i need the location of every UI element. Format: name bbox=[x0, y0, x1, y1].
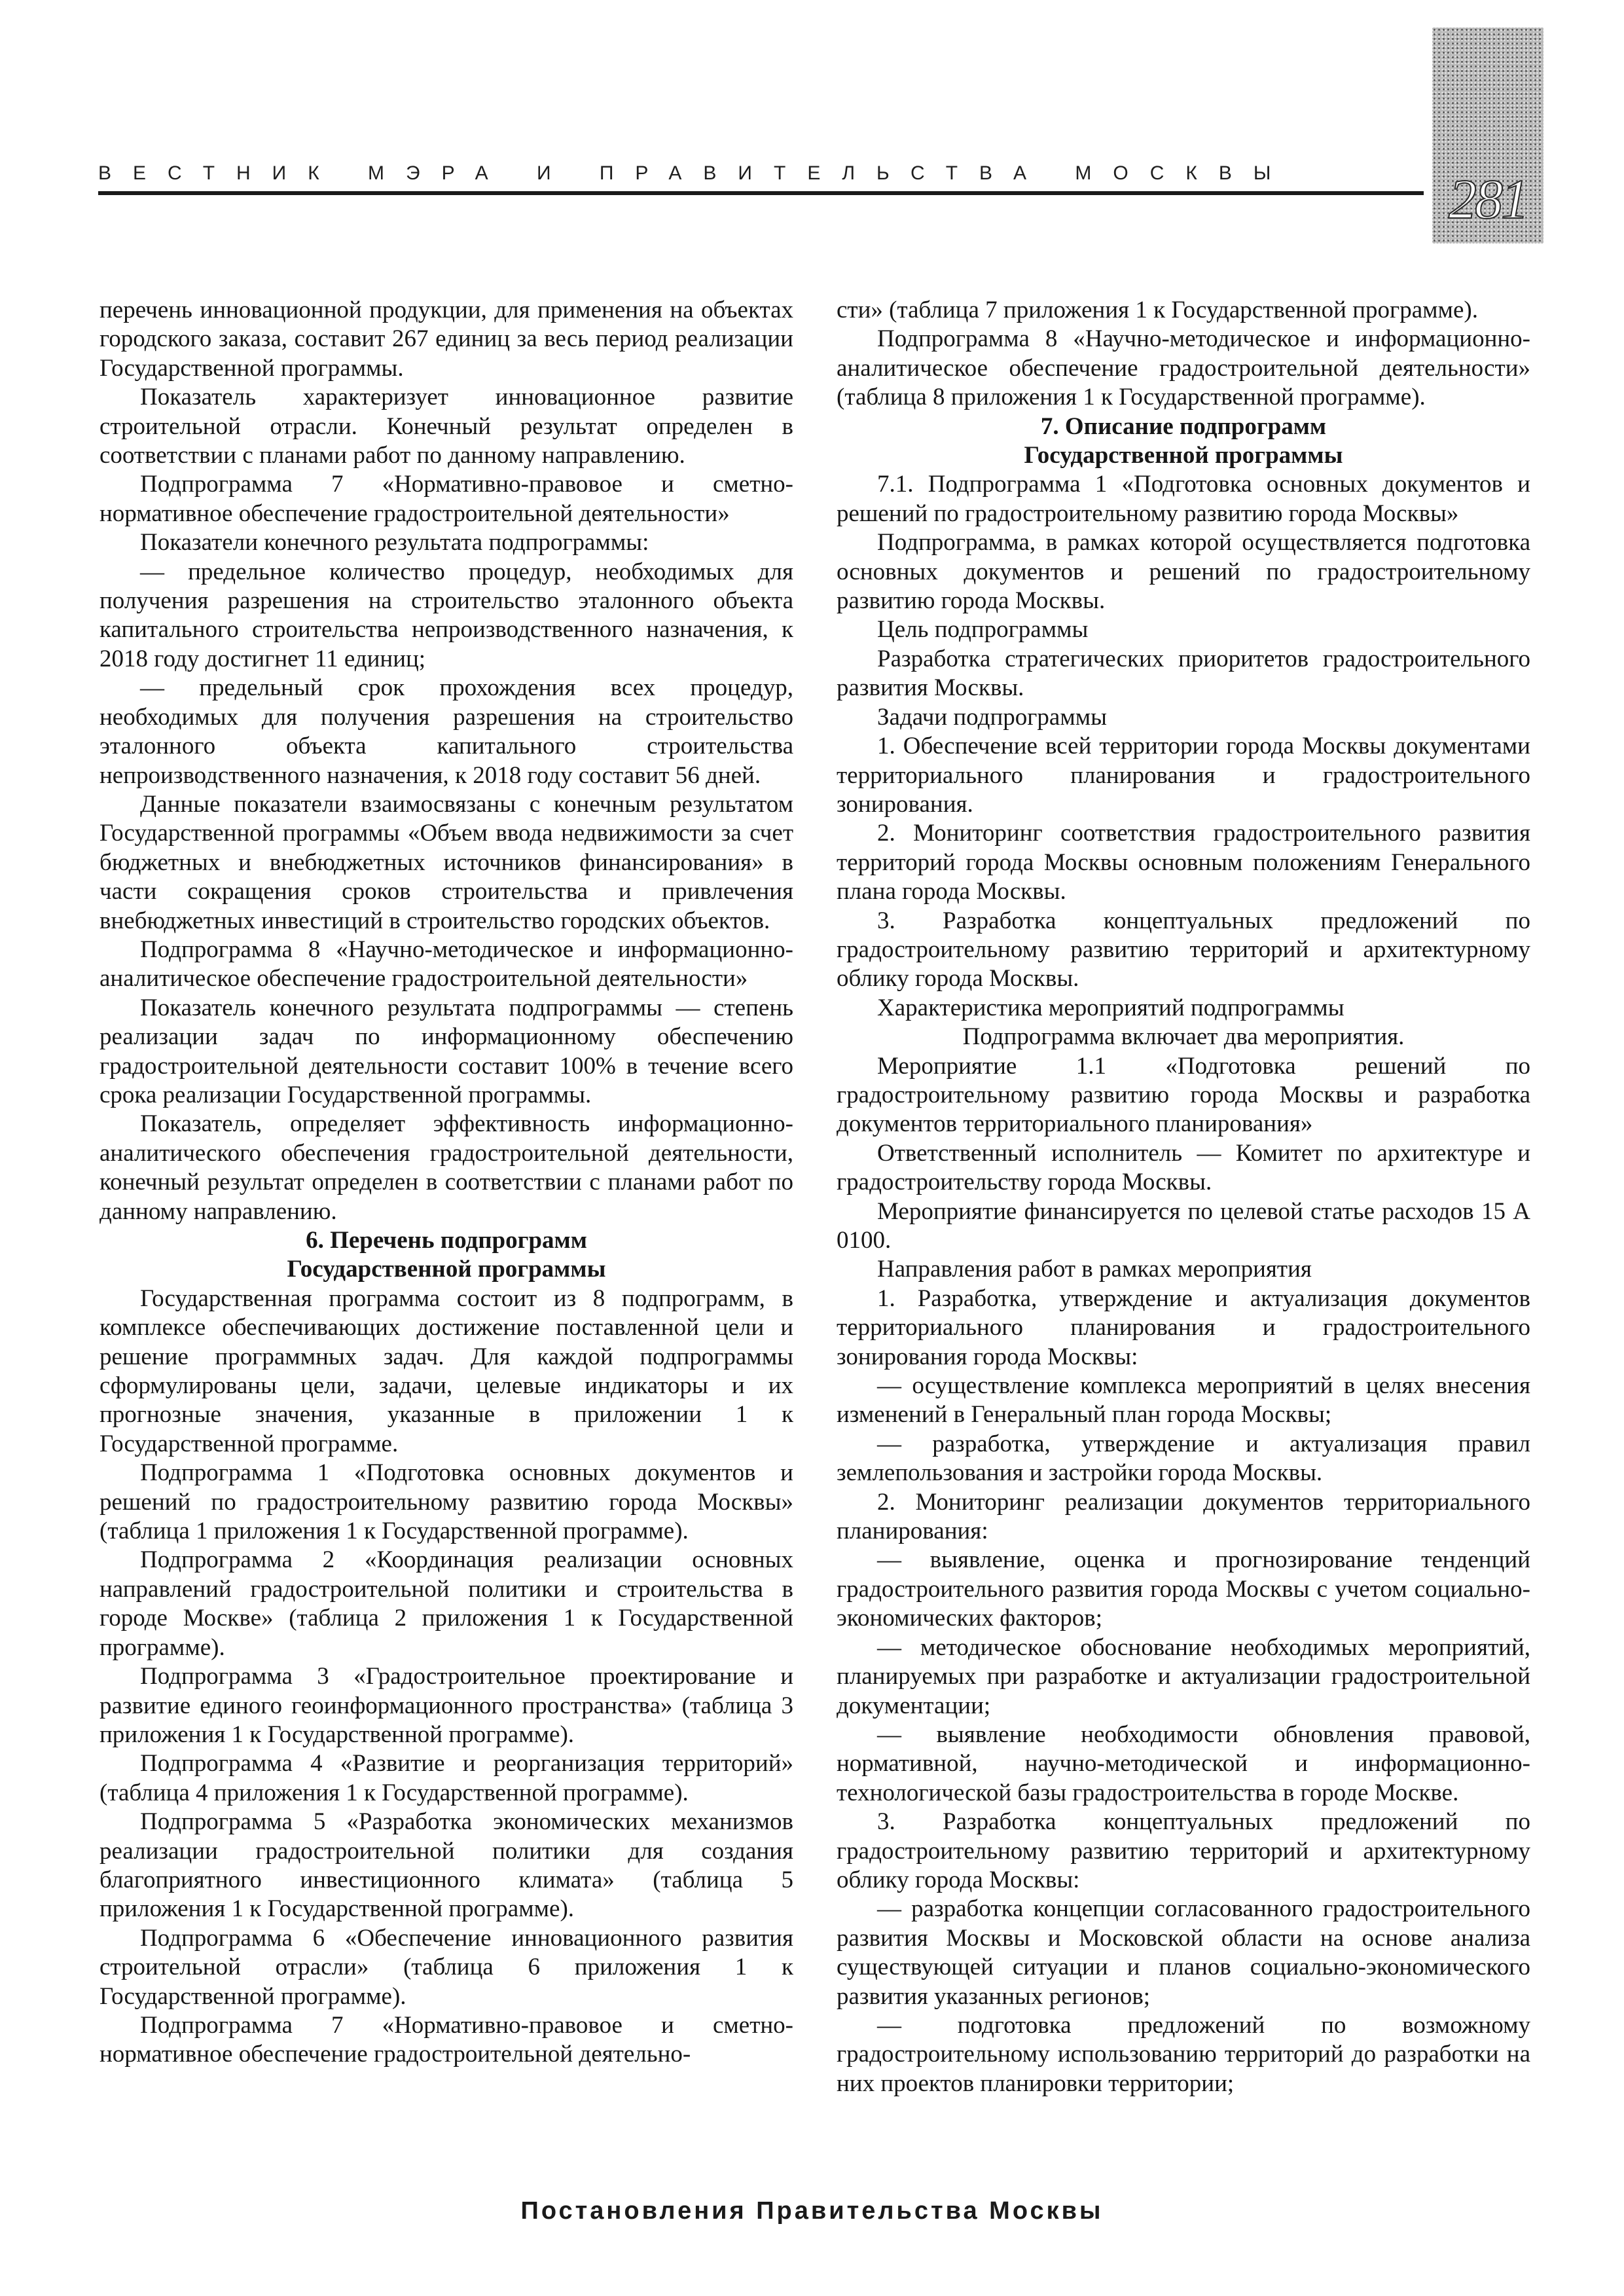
paragraph: Подпрограмма 5 «Разработка экономических механизмов реализации градостроительной политики для создания благоприятного инвестиционного климата» (таблица 5 приложения 1 к Государственной программе). bbox=[99, 1808, 793, 1923]
paragraph: — осуществление комплекса мероприятий в целях внесения изменений в Генеральный план города Москвы; bbox=[837, 1372, 1530, 1429]
paragraph: Подпрограмма 7 «Нормативно-правовое и сметно-нормативное обеспечение градостроительной деятельности» bbox=[99, 471, 793, 527]
paragraph: перечень инновационной продукции, для применения на объектах городского заказа, составит 267 единиц за весь период реализации Государственной программы. bbox=[99, 297, 793, 382]
paragraph: Подпрограмма 1 «Подготовка основных документов и решений по градостроительному развитию города Москвы» (таблица 1 приложения 1 к Государственной программе). bbox=[99, 1459, 793, 1545]
paragraph: Показатели конечного результата подпрограммы: bbox=[140, 529, 649, 556]
paragraph: Характеристика мероприятий подпрограммы bbox=[877, 994, 1344, 1021]
paragraph: Подпрограмма 2 «Координация реализации основных направлений градостроительной политики и строительства в городе Москве» (таблица 2 приложения 1 к Государственной программе). bbox=[99, 1546, 793, 1661]
page-number: 281 bbox=[1449, 168, 1527, 230]
paragraph: Показатель конечного результата подпрограммы — степень реализации задач по информационному обеспечению градостроительной деятельности составит 100% в течение всего срока реализации Государственной программы. bbox=[99, 994, 793, 1108]
left-column bbox=[99, 296, 793, 2069]
paragraph: 1. Разработка, утверждение и актуализация документов территориального планирования и градостроительного зонирования города Москвы: bbox=[837, 1285, 1530, 1370]
paragraph: сти» (таблица 7 приложения 1 к Государственной программе). bbox=[837, 297, 1478, 323]
paragraph: — разработка концепции согласованного градостроительного развития Москвы и Московской области на основе анализа существующей ситуации и планов социально-экономического развития указанных регионов; bbox=[837, 1895, 1530, 2010]
paragraph: Подпрограмма 4 «Развитие и реорганизация территорий» (таблица 4 приложения 1 к Государственной программе). bbox=[99, 1750, 793, 1806]
section-heading: 6. Перечень подпрограмм bbox=[306, 1227, 587, 1254]
right-column bbox=[837, 296, 1530, 2098]
paragraph: Подпрограмма 8 «Научно-методическое и информационно-аналитическое обеспечение градостроительной деятельности» (таблица 8 приложения 1 к Государственной программе). bbox=[837, 325, 1530, 411]
paragraph: Подпрограмма 6 «Обеспечение инновационного развития строительной отрасли» (таблица 6 приложения 1 к Государственной программе). bbox=[99, 1924, 793, 2010]
paragraph: Подпрограмма, в рамках которой осуществляется подготовка основных документов и решений по градостроительному развитию города Москвы. bbox=[837, 529, 1530, 615]
paragraph: 2. Мониторинг соответствия градостроительного развития территорий города Москвы основным положениям Генерального плана города Москвы. bbox=[837, 820, 1530, 905]
header-rule bbox=[98, 191, 1424, 195]
section-heading: Государственной программы bbox=[287, 1256, 606, 1283]
section-heading: 7. Описание подпрограмм bbox=[1040, 412, 1327, 440]
paragraph: 3. Разработка концептуальных предложений по градостроительному развитию территорий и архитектурному облику города Москвы. bbox=[837, 907, 1530, 993]
paragraph: 7.1. Подпрограмма 1 «Подготовка основных документов и решений по градостроительному развитию города Москвы» bbox=[837, 471, 1530, 527]
section-heading: Государственной программы bbox=[1024, 442, 1343, 469]
paragraph: 2. Мониторинг реализации документов территориального планирования: bbox=[837, 1488, 1530, 1545]
paragraph: — методическое обоснование необходимых мероприятий, планируемых при разработке и актуализации градостроительной документации; bbox=[837, 1633, 1530, 1719]
paragraph: — предельное количество процедур, необходимых для получения разрешения на строительство эталонного объекта капитального строительства непроизводственного назначения, к 2018 году достигнет 11 единиц; bbox=[99, 558, 793, 672]
paragraph: Направления работ в рамках мероприятия bbox=[877, 1256, 1312, 1283]
paragraph: — выявление необходимости обновления правовой, нормативной, научно-методической и информационно-технологической базы градостроительства в городе Москве. bbox=[837, 1721, 1530, 1806]
paragraph: Показатель, определяет эффективность информационно-аналитического обеспечения градостроительной деятельности, конечный результат определен в соответствии с планами работ по данному направлению. bbox=[99, 1110, 793, 1225]
paragraph: 1. Обеспечение всей территории города Москвы документами территориального планирования и градостроительного зонирования. bbox=[837, 733, 1530, 818]
paragraph: Государственная программа состоит из 8 подпрограмм, в комплексе обеспечивающих достижение поставленной цели и решение программных задач. Для каждой подпрограммы сформулированы цели, задачи, целевые индикаторы и их прогнозные значения, указанные в приложении 1 к Государственной программе. bbox=[99, 1285, 793, 1457]
paragraph: Ответственный исполнитель — Комитет по архитектуре и градостроительству города Москвы. bbox=[837, 1139, 1530, 1196]
paragraph: — подготовка предложений по возможному градостроительному использованию территорий до разработки на них проектов планировки территории; bbox=[837, 2011, 1530, 2097]
paragraph: — выявление, оценка и прогнозирование тенденций градостроительного развития города Москвы с учетом социально-экономических факторов; bbox=[837, 1546, 1530, 1632]
paragraph: Подпрограмма 3 «Градостроительное проектирование и развитие единого геоинформационного пространства» (таблица 3 приложения 1 к Государственной программе). bbox=[99, 1663, 793, 1748]
journal-header-title: ВЕСТНИК МЭРА И ПРАВИТЕЛЬСТВА МОСКВЫ bbox=[98, 162, 1293, 184]
paragraph: — предельный срок прохождения всех процедур, необходимых для получения разрешения на строительство эталонного объекта капитального строительства непроизводственного назначения, к 2018 году составит 56 дней. bbox=[99, 674, 793, 789]
footer-section-title: Постановления Правительства Москвы bbox=[520, 2197, 1104, 2225]
paragraph: Подпрограмма включает два мероприятия. bbox=[962, 1023, 1405, 1051]
paragraph: Подпрограмма 8 «Научно-методическое и информационно-аналитическое обеспечение градостроительной деятельности» bbox=[99, 936, 793, 993]
page-number-badge bbox=[1432, 27, 1543, 244]
paragraph: — разработка, утверждение и актуализация правил землепользования и застройки города Москвы. bbox=[837, 1430, 1530, 1487]
paragraph: Цель подпрограммы bbox=[877, 616, 1089, 644]
paragraph: Показатель характеризует инновационное развитие строительной отрасли. Конечный результат определен в соответствии с планами работ по данному направлению. bbox=[99, 384, 793, 469]
paragraph: 3. Разработка концептуальных предложений по градостроительному развитию территорий и архитектурному облику города Москвы: bbox=[837, 1808, 1530, 1893]
paragraph: Мероприятие 1.1 «Подготовка решений по градостроительному развитию города Москвы и разработка документов территориального планирования» bbox=[837, 1052, 1530, 1138]
paragraph: Мероприятие финансируется по целевой статье расходов 15 А 0100. bbox=[837, 1197, 1530, 1254]
paragraph: Разработка стратегических приоритетов градостроительного развития Москвы. bbox=[837, 645, 1530, 702]
paragraph: Подпрограмма 7 «Нормативно-правовое и сметно-нормативное обеспечение градостроительной деятельно- bbox=[99, 2011, 793, 2068]
paragraph: Данные показатели взаимосвязаны с конечным результатом Государственной программы «Объем ввода недвижимости за счет бюджетных и внебюджетных источников финансирования» в части сокращения сроков строительства и привлечения внебюджетных инвестиций в строительство городских объектов. bbox=[99, 790, 793, 934]
paragraph: Задачи подпрограммы bbox=[877, 703, 1108, 731]
